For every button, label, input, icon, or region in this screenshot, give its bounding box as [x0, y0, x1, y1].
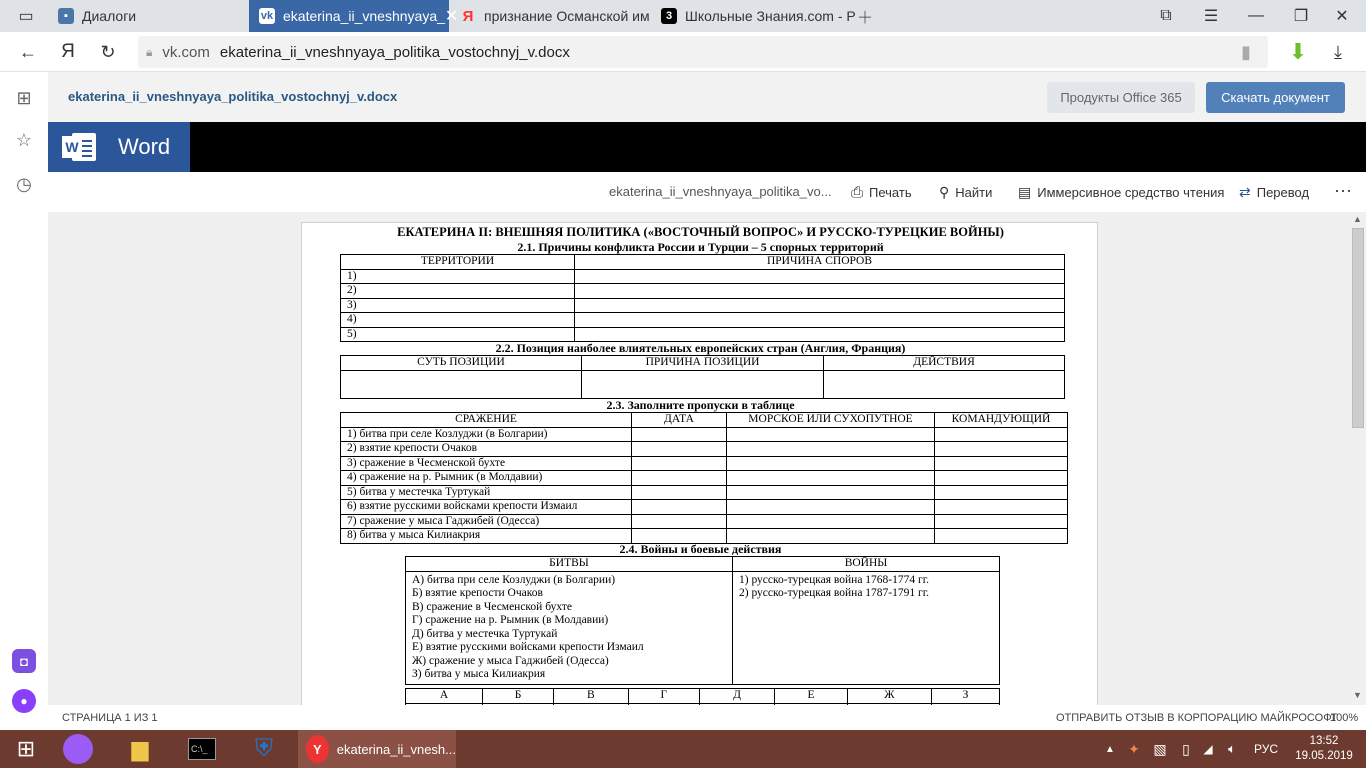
word-app-bar: [48, 122, 1366, 172]
bookmark-icon[interactable]: ▮: [1241, 41, 1251, 62]
battles-list-cell: [406, 571, 733, 684]
table-cell: 3) сражение в Чесменской бухте: [341, 456, 632, 471]
table-cell: [575, 269, 1065, 284]
toolbar-doc-name: ekaterina_ii_vneshnyaya_politika_vo...: [609, 184, 832, 199]
table-header: Б: [483, 689, 554, 704]
table-header: СРАЖЕНИЕ: [341, 413, 632, 428]
restore-icon[interactable]: ❐: [1293, 8, 1309, 25]
yandex-icon: Я: [462, 7, 474, 25]
zoom-level[interactable]: 100%: [1330, 712, 1359, 724]
history-clock-icon[interactable]: ◷: [16, 173, 32, 194]
file-explorer-icon[interactable]: ▆: [131, 736, 149, 761]
translate-button[interactable]: [1239, 184, 1309, 201]
yandex-logo-icon[interactable]: Я: [61, 41, 75, 62]
minimize-icon[interactable]: —: [1248, 7, 1264, 24]
windows-start-icon[interactable]: ⊞: [16, 736, 36, 761]
battles-table: [340, 412, 1068, 544]
yandex-browser-icon: Y: [306, 735, 329, 763]
word-app-name: Word: [118, 134, 171, 159]
document-filename[interactable]: ekaterina_ii_vneshnyaya_politika_vostochnyj_v.docx: [68, 89, 398, 104]
print-button[interactable]: [851, 184, 912, 201]
table-cell: 6) взятие русскими войсками крепости Измаил: [341, 500, 632, 515]
volume-icon[interactable]: 🔈︎: [1228, 741, 1236, 756]
vk-icon: vk: [260, 10, 274, 22]
url-domain: vk.com: [162, 43, 210, 61]
list-item: Ж) сражение у мыса Гаджибей (Одесса): [412, 654, 609, 667]
browser-tab-bar: [0, 0, 1366, 32]
list-item: З) битва у мыса Килиакрия: [412, 668, 546, 680]
download-document-button[interactable]: Скачать документ: [1206, 82, 1345, 113]
url-path: ekaterina_ii_vneshnyaya_politika_vostochnyj_v.docx: [219, 43, 570, 61]
table-cell: [582, 370, 824, 398]
tab-title: Школьные Знания.com - Р: [685, 8, 856, 24]
table-cell: 2): [341, 284, 575, 299]
taskbar-active-browser[interactable]: [298, 730, 456, 768]
table-header: СУТЬ ПОЗИЦИИ: [341, 356, 582, 371]
table-header: З: [932, 689, 1000, 704]
language-indicator[interactable]: РУС: [1253, 742, 1279, 756]
clock[interactable]: [1294, 730, 1354, 768]
tab-znanija[interactable]: [651, 0, 856, 32]
scroll-down-icon[interactable]: ▼: [1353, 690, 1362, 700]
table-cell: [575, 313, 1065, 328]
browser-sidebar: [0, 72, 48, 730]
table-header: ПРИЧИНА СПОРОВ: [575, 255, 1065, 270]
url-field[interactable]: [138, 36, 1268, 68]
tab-title: Диалоги: [82, 8, 137, 24]
document-toolbar: [48, 172, 1366, 212]
table-header: ВОЙНЫ: [733, 557, 1000, 572]
lock-icon: 🔒︎: [146, 44, 153, 59]
table-cell: [824, 370, 1065, 398]
table-cell: 5): [341, 327, 575, 342]
office-products-button[interactable]: Продукты Office 365: [1047, 82, 1195, 113]
find-label: Найти: [955, 185, 993, 200]
vertical-scrollbar[interactable]: [1350, 212, 1366, 705]
clock-date: 19.05.2019: [1295, 750, 1353, 762]
printer-icon: ⎙: [851, 184, 864, 201]
feedback-link[interactable]: ОТПРАВИТЬ ОТЗЫВ В КОРПОРАЦИЮ МАЙКРОСОФТ: [1056, 712, 1338, 724]
reader-icon: ▤: [1018, 184, 1032, 200]
table-header: Е: [775, 689, 847, 704]
table-cell: 1): [341, 269, 575, 284]
tab-title: признание Османской им: [484, 8, 650, 24]
list-item: А) битва при селе Козлуджи (в Болгарии): [412, 573, 616, 586]
collections-icon[interactable]: ⧉: [1160, 7, 1172, 24]
immersive-reader-button[interactable]: [1018, 184, 1224, 201]
table-header: А: [406, 689, 483, 704]
document-page: [301, 222, 1098, 742]
address-bar: [0, 32, 1366, 72]
list-item: Б) взятие крепости Очаков: [412, 587, 543, 599]
tab-panel-icon[interactable]: ▭: [18, 8, 34, 25]
list-item: В) сражение в Чесменской бухте: [412, 600, 572, 613]
more-options-icon[interactable]: ···: [1334, 180, 1352, 200]
table-header: Ж: [847, 689, 931, 704]
table-cell: 4) сражение на р. Рымник (в Молдавии): [341, 471, 632, 486]
section-4-title: 2.4. Войны и боевые действия: [619, 542, 782, 556]
positions-table: [340, 355, 1065, 399]
new-tab-icon[interactable]: ＋: [856, 9, 873, 27]
vk-chat-icon: ▪: [58, 8, 74, 24]
table-cell: [341, 370, 582, 398]
reader-label: Иммерсивное средство чтения: [1037, 185, 1225, 200]
table-cell: [575, 298, 1065, 313]
document-title: ЕКАТЕРИНА II: ВНЕШНЯЯ ПОЛИТИКА («ВОСТОЧНЫЙ ВОПРОС» И РУССКО-ТУРЕЦКИЕ ВОЙНЫ): [397, 225, 1004, 239]
scroll-up-icon[interactable]: ▲: [1353, 214, 1362, 224]
table-header: МОРСКОЕ ИЛИ СУХОПУТНОЕ: [727, 413, 935, 428]
table-header: БИТВЫ: [406, 557, 733, 572]
wars-table: [405, 556, 1000, 685]
alice-voice-icon[interactable]: ●: [12, 689, 36, 713]
clock-time: 13:52: [1309, 735, 1339, 747]
search-icon: ⚲: [939, 184, 950, 200]
taskbar-app-label: ekaterina_ii_vnesh...: [336, 741, 456, 757]
table-cell: 5) битва у местечка Туртукай: [341, 485, 632, 500]
menu-icon[interactable]: ☰: [1203, 8, 1219, 25]
tab-document[interactable]: [249, 0, 459, 32]
table-header: ТЕРРИТОРИИ: [341, 255, 575, 270]
table-cell: 3): [341, 298, 575, 313]
section-2-title: 2.2. Позиция наиболее влиятельных европейских стран (Англия, Франция): [495, 341, 906, 355]
table-cell: 7) сражение у мыса Гаджибей (Одесса): [341, 514, 632, 529]
tray-expand-icon[interactable]: ▲: [1105, 743, 1115, 755]
print-label: Печать: [869, 185, 912, 200]
word-logo[interactable]: [48, 122, 190, 172]
list-item: Е) взятие русскими войсками крепости Измаил: [412, 641, 644, 653]
downloads-icon[interactable]: ⤓: [1334, 41, 1342, 62]
close-tab-icon[interactable]: ✕: [444, 8, 459, 25]
word-icon: W: [62, 131, 96, 163]
find-button[interactable]: [939, 184, 992, 201]
tray-app-icon[interactable]: ✦: [1128, 740, 1140, 757]
list-item: 2) русско-турецкая война 1787-1791 гг.: [739, 587, 930, 599]
translate-label: Перевод: [1256, 185, 1310, 200]
table-header: ПРИЧИНА ПОЗИЦИИ: [582, 356, 824, 371]
battery-icon[interactable]: ▯: [1182, 740, 1190, 757]
page-indicator: СТРАНИЦА 1 ИЗ 1: [62, 712, 158, 724]
table-header: Д: [699, 689, 774, 704]
translate-icon: ⇄: [1239, 184, 1251, 200]
document-viewport[interactable]: [48, 212, 1350, 705]
reload-icon[interactable]: ↻: [100, 41, 116, 62]
list-item: 1) русско-турецкая война 1768-1774 гг.: [739, 573, 930, 586]
table-header: В: [554, 689, 629, 704]
back-icon[interactable]: ←: [19, 41, 37, 62]
table-header: ДАТА: [632, 413, 727, 428]
territories-table: [340, 254, 1065, 342]
scroll-thumb[interactable]: [1352, 228, 1364, 428]
table-cell: 8) битва у мыса Килиакрия: [341, 529, 632, 544]
tray-network-off-icon[interactable]: ▧: [1153, 740, 1167, 757]
tab-yandex-search[interactable]: [450, 0, 650, 32]
table-header: КОМАНДУЮЩИЙ: [935, 413, 1068, 428]
favorites-star-icon[interactable]: ☆: [15, 129, 33, 150]
status-bar: [48, 705, 1366, 730]
wifi-signal-icon[interactable]: ◢: [1203, 742, 1213, 756]
znanija-icon: 3: [661, 8, 677, 24]
table-header: Г: [628, 689, 699, 704]
table-cell: [575, 284, 1065, 299]
tab-dialogs[interactable]: [48, 0, 248, 32]
table-cell: 4): [341, 313, 575, 328]
list-item: Д) битва у местечка Туртукай: [412, 627, 558, 640]
table-cell: 2) взятие крепости Очаков: [341, 442, 632, 457]
section-3-title: 2.3. Заполните пропуски в таблице: [606, 398, 795, 412]
alice-taskbar-icon[interactable]: [58, 730, 98, 768]
section-1-title: 2.1. Причины конфликта России и Турции – 5 спорных территорий: [517, 240, 884, 254]
table-cell: 1) битва при селе Козлуджи (в Болгарии): [341, 427, 632, 442]
defender-shield-icon[interactable]: ⛨: [255, 735, 273, 762]
terminal-icon[interactable]: C:\_: [182, 730, 222, 768]
list-item: Г) сражение на р. Рымник (в Молдавии): [412, 614, 609, 626]
close-window-icon[interactable]: ✕: [1335, 8, 1349, 25]
apps-grid-icon[interactable]: ⊞: [16, 87, 32, 108]
tab-title: ekaterina_ii_vneshnyaya_: [283, 8, 445, 24]
table-header: ДЕЙСТВИЯ: [824, 356, 1065, 371]
extension-download-icon[interactable]: ⬇: [1288, 39, 1308, 64]
windows-taskbar: [0, 730, 1366, 768]
wars-list-cell: [733, 571, 1000, 684]
office-header: [48, 72, 1366, 122]
alice-chat-icon[interactable]: ◘: [12, 649, 36, 673]
table-cell: [575, 327, 1065, 342]
